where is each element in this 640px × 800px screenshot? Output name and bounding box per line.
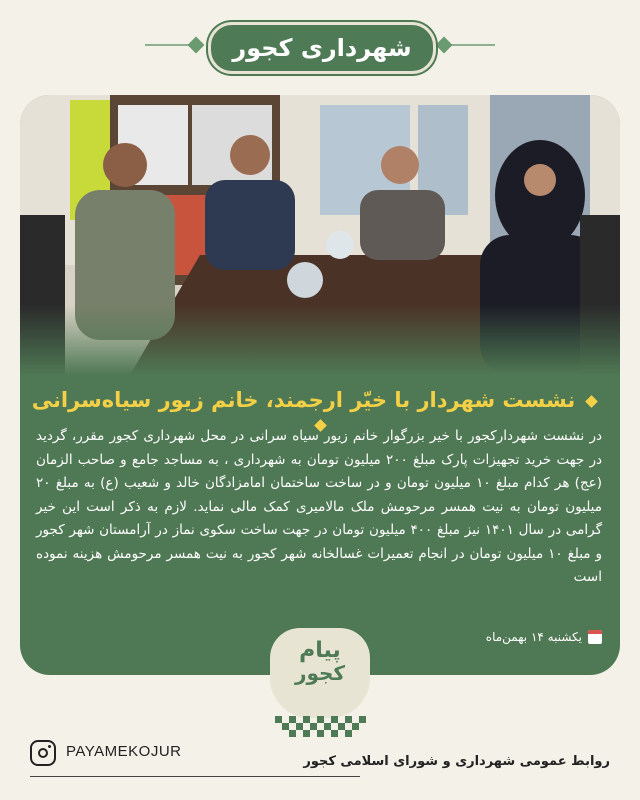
instagram-handle[interactable]: PAYAMEKOJUR [66, 743, 182, 760]
logo-line-2: کجور [294, 661, 346, 685]
post-date-text: یکشنبه ۱۴ بهمن‌ماه [485, 630, 582, 644]
footer-divider [30, 776, 360, 777]
payam-kojur-logo [270, 628, 370, 718]
news-body: در نشست شهردارکجور با خیر بزرگوار خانم زیور سیاه سرانی در محل شهرداری کجور مقرر، گردید در جهت خرید تجهیزات پارک مبلغ ۲۰۰ میلیون تومان به شهرداری ، به مساجد جامع و صاحب الزمان (عج) هر کدام مبلغ ۱۰ میلیون تومان و در ساخت ساختمان امامزادگان خالد و شعیب (ع) به مبلغ ۲۰ میلیون تومان به نیت همسر مرحومش ملک مالامیری کمک مالی نماید. لازم به ذکر است این خیر گرامی در سال ۱۴۰۱ نیز مبلغ ۴۰۰ میلیون تومان در جهت ساخت سکوی نماز در آرامستان شهر کجور و مبلغ ۱۰ میلیون تومان در انجام تعمیرات غسالخانه شهر کجور به نیت همسر مرحومش هزینه نموده است [36, 428, 603, 585]
meeting-photo [20, 95, 620, 375]
news-card [20, 95, 620, 675]
municipality-title: شهرداری کجور [208, 22, 436, 74]
calendar-icon [588, 630, 602, 644]
diamond-icon [585, 395, 598, 408]
post-date [486, 630, 602, 644]
department-name: روابط عمومی شهرداری و شورای اسلامی کجور [303, 754, 610, 769]
footer [30, 740, 610, 780]
headline-text: نشست شهردار با خیّر ارجمند، خانم زیور سیاه‌سرانی [31, 388, 576, 412]
instagram-icon[interactable] [30, 740, 56, 766]
ornament-diamond-right [436, 37, 453, 54]
logo-line-1: پیام [299, 638, 341, 663]
checker-pattern [271, 716, 369, 738]
ornament-diamond-left [188, 37, 205, 54]
